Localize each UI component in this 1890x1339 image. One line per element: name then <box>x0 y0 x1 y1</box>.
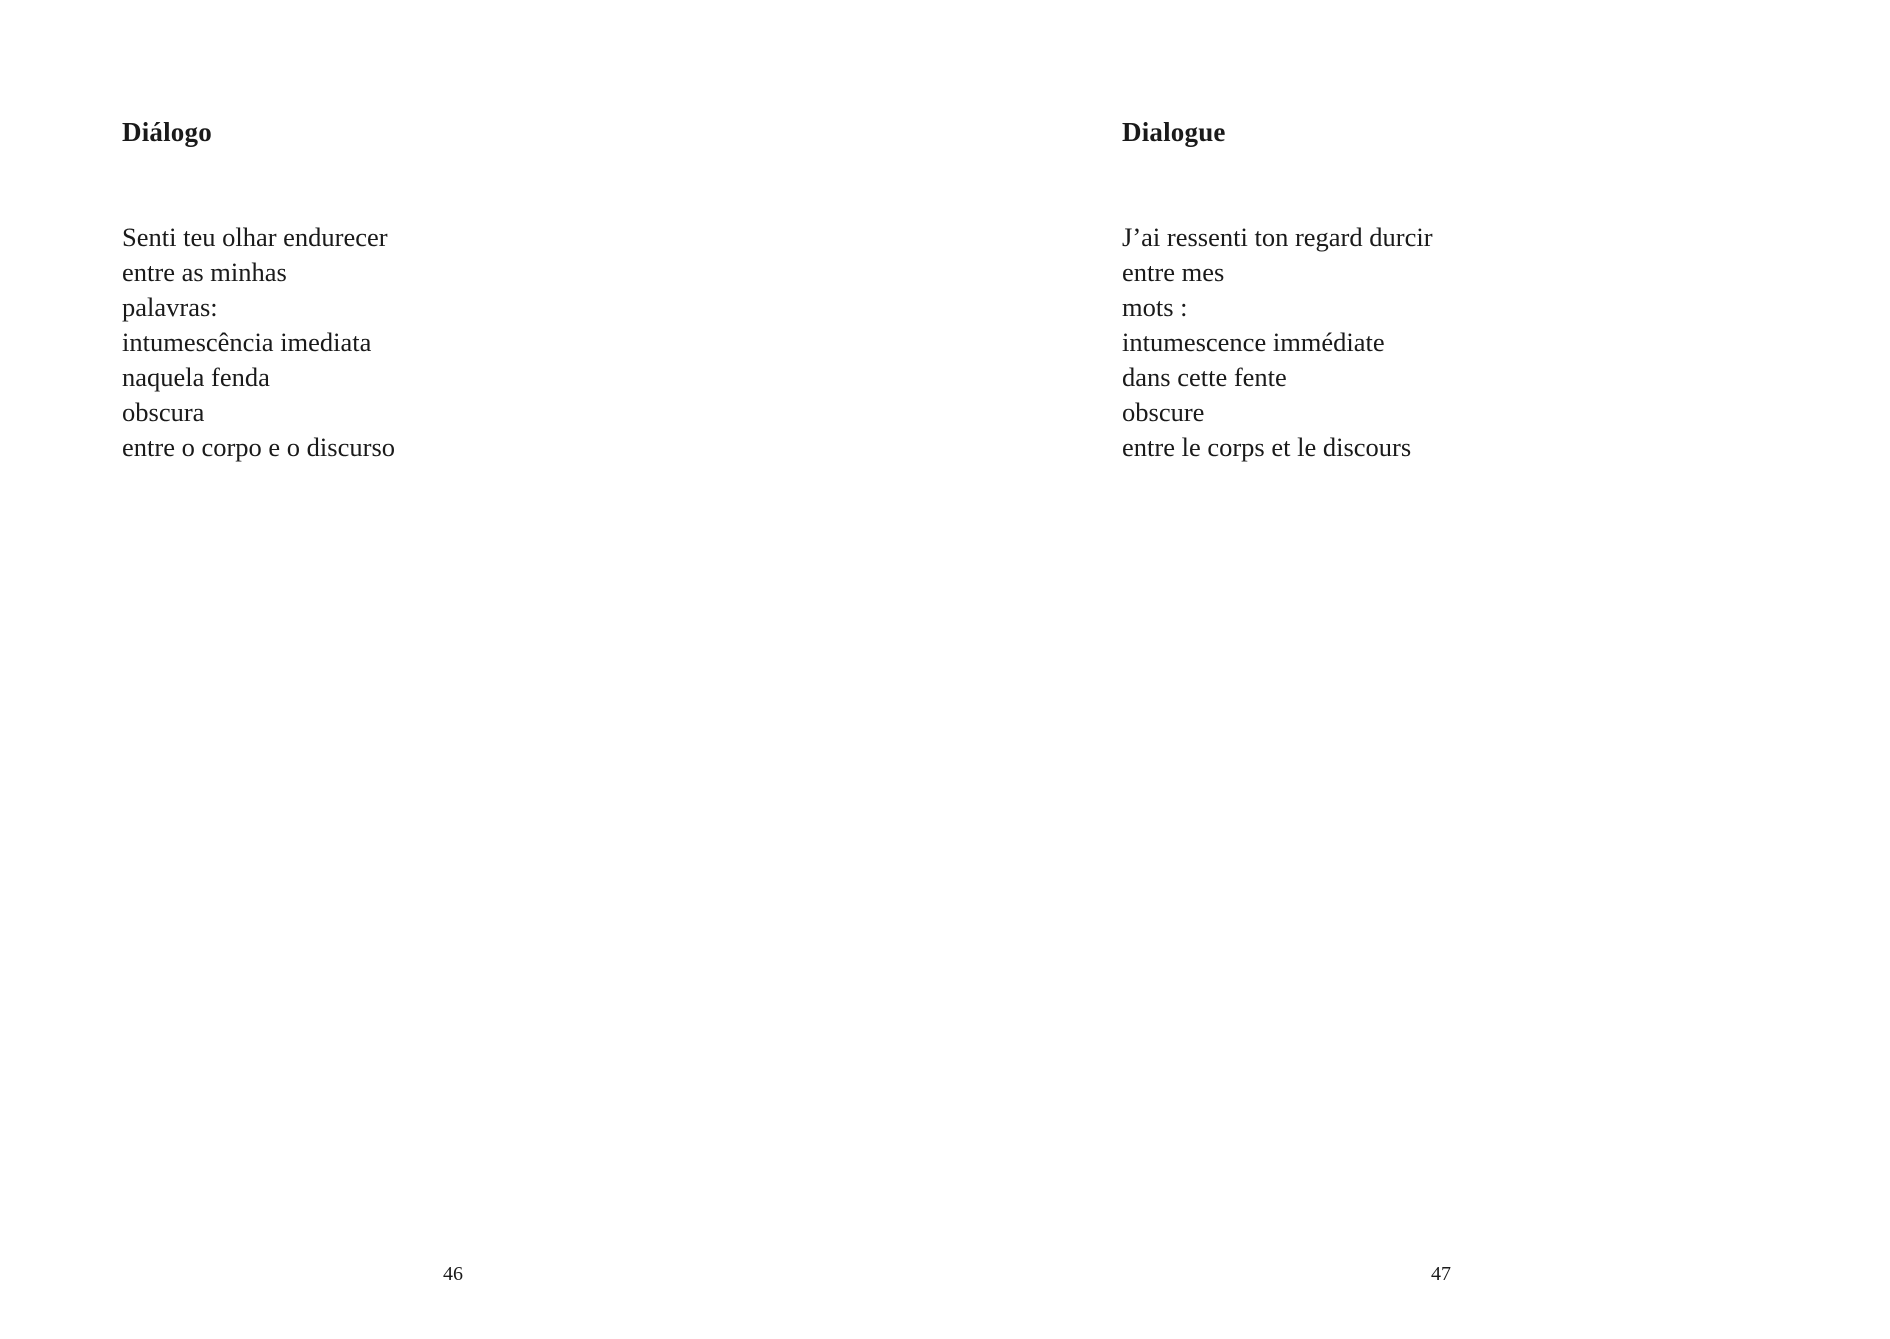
poem-line: entre le corps et le discours <box>1122 432 1412 462</box>
poem-line: J’ai ressenti ton regard durcir <box>1122 222 1433 252</box>
poem-line: intumescência imediata <box>122 327 372 357</box>
poem-line: entre as minhas <box>122 257 287 287</box>
poem-line: Senti teu olhar endurecer <box>122 222 388 252</box>
poem-title: Diálogo <box>122 117 212 147</box>
poem-body <box>1122 220 1433 465</box>
poem-line: mots : <box>1122 292 1188 322</box>
poem-line: obscura <box>122 397 205 427</box>
right-page <box>945 0 1890 1339</box>
poem-body <box>122 220 395 465</box>
poem-line: entre o corpo e o discurso <box>122 432 396 462</box>
poem-line: palavras: <box>122 292 218 322</box>
poem-line: naquela fenda <box>122 362 270 392</box>
page-number: 47 <box>1431 1263 1451 1285</box>
poem-line: dans cette fente <box>1122 362 1287 392</box>
page-number: 46 <box>443 1263 463 1285</box>
poem-line: intumescence immédiate <box>1122 327 1385 357</box>
poem-line: obscure <box>1122 397 1205 427</box>
poem-title: Dialogue <box>1122 117 1226 147</box>
poem-line: entre mes <box>1122 257 1225 287</box>
